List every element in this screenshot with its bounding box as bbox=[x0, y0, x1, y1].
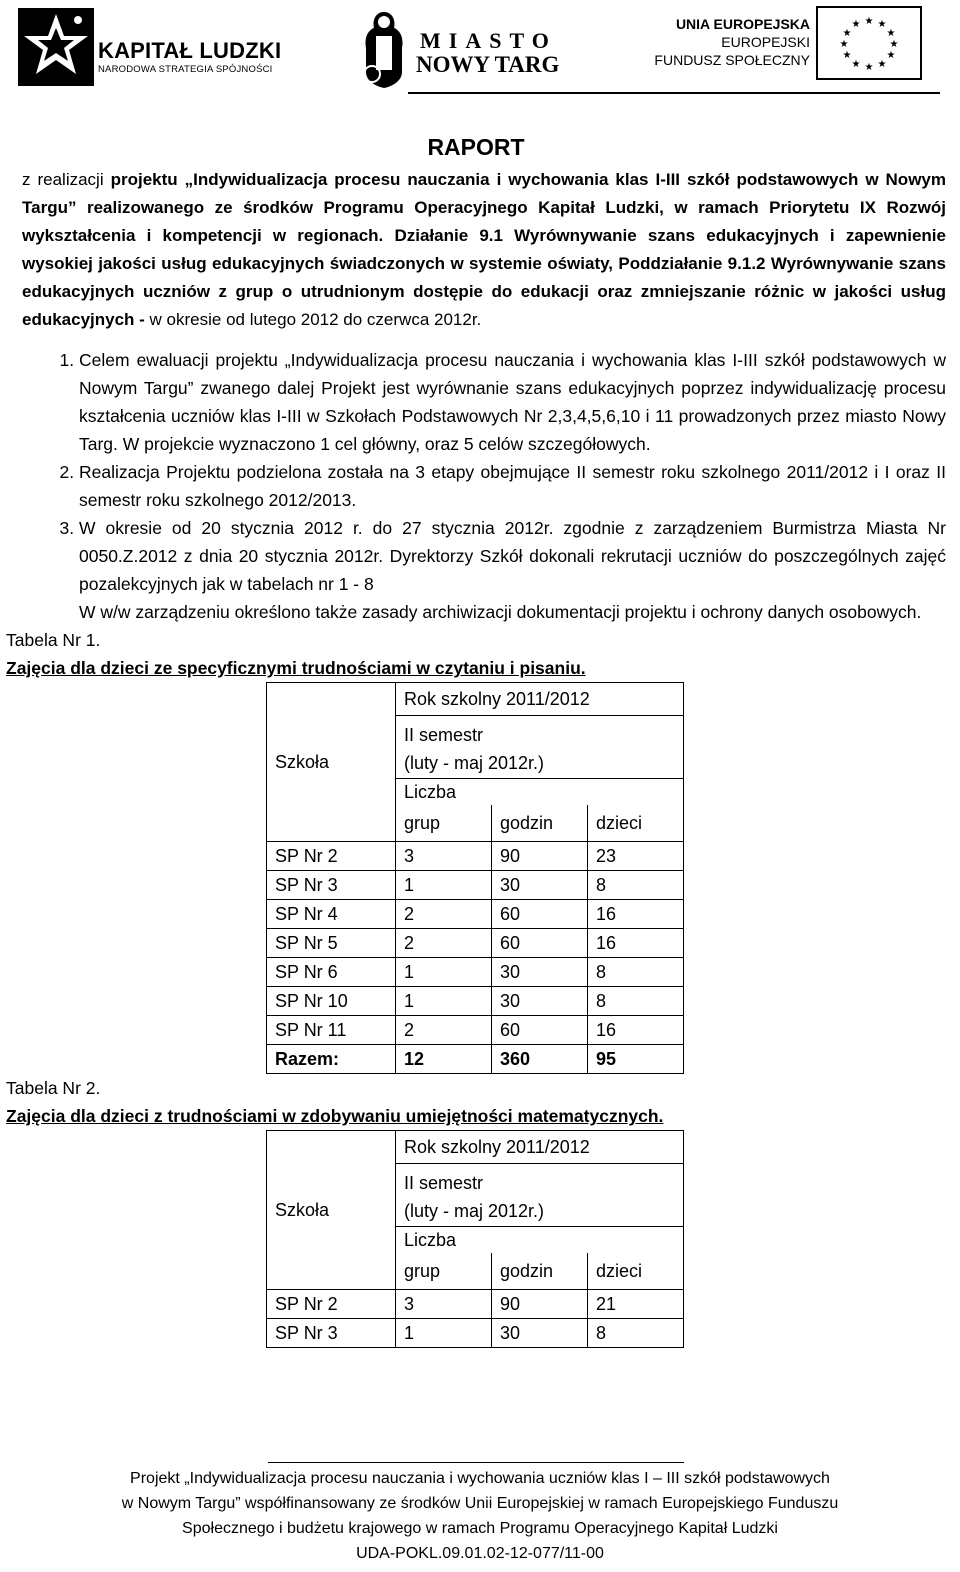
kapital-ludzki-title: KAPITAŁ LUDZKI bbox=[98, 38, 282, 63]
list-item: 2. Realizacja Projektu podzielona została na 3 etapy obejmujące II semestr roku szkolnego 2011/2012 i I oraz II semestr roku szkolnego 2012/2013. bbox=[79, 458, 946, 514]
table1-label: Tabela Nr 1. bbox=[6, 630, 101, 650]
table-header-school: Szkoła bbox=[267, 683, 396, 842]
nowy-targ-label: NOWY TARG bbox=[416, 52, 560, 77]
svg-text:★: ★ bbox=[864, 62, 874, 73]
header-divider bbox=[408, 92, 940, 94]
table2 bbox=[266, 1130, 684, 1348]
page-footer bbox=[0, 1466, 960, 1566]
intro-suffix: w okresie od lutego 2012 do czerwca 2012r. bbox=[144, 310, 482, 329]
footer-line1: Projekt „Indywidualizacja procesu nauczania i wychowania uczniów klas I – III szkół podstawowych bbox=[130, 1470, 830, 1487]
footer-divider bbox=[268, 1462, 684, 1463]
table-row: SP Nr 3 1 30 8 bbox=[267, 871, 684, 900]
table-header-godzin: godzin bbox=[492, 805, 588, 842]
intro-prefix: z realizacji bbox=[22, 170, 111, 189]
kapital-ludzki-logo bbox=[18, 8, 288, 86]
table-header-liczba: Liczba bbox=[396, 1227, 684, 1254]
town-crest-icon bbox=[358, 8, 410, 90]
report-points bbox=[6, 346, 946, 626]
kapital-ludzki-subtitle: NARODOWA STRATEGIA SPÓJNOŚCI bbox=[98, 64, 273, 75]
table-row: SP Nr 6 1 30 8 bbox=[267, 958, 684, 987]
svg-text:★: ★ bbox=[886, 28, 896, 39]
svg-text:★: ★ bbox=[851, 19, 861, 30]
miasto-nowy-targ-logo bbox=[358, 8, 558, 90]
table-header-dzieci: dzieci bbox=[588, 805, 684, 842]
footer-line4: UDA-POKL.09.01.02-12-077/11-00 bbox=[356, 1545, 604, 1562]
table-header-dzieci: dzieci bbox=[588, 1253, 684, 1290]
svg-text:★: ★ bbox=[877, 19, 887, 30]
table2-label: Tabela Nr 2. bbox=[6, 1078, 101, 1098]
svg-text:★: ★ bbox=[889, 39, 899, 50]
ue-line1: UNIA EUROPEJSKA bbox=[675, 16, 810, 32]
table-header-liczba: Liczba bbox=[396, 779, 684, 806]
table-header-grup: grup bbox=[396, 1253, 492, 1290]
table-header-semester: II semestr (luty - maj 2012r.) bbox=[396, 716, 684, 779]
table-row: SP Nr 11 2 60 16 bbox=[267, 1016, 684, 1045]
report-title: RAPORT bbox=[427, 134, 525, 160]
report-intro bbox=[6, 166, 946, 334]
table-header-year: Rok szkolny 2011/2012 bbox=[396, 683, 684, 716]
footer-line2: w Nowym Targu” współfinansowany ze środków Unii Europejskiej w ramach Europejskiego Funduszu bbox=[121, 1495, 839, 1512]
report-content bbox=[6, 132, 946, 1348]
table-row: SP Nr 2 3 90 23 bbox=[267, 842, 684, 871]
table1-caption: Zajęcia dla dzieci ze specyficznymi trudnościami w czytaniu i pisaniu. bbox=[6, 658, 586, 678]
svg-text:★: ★ bbox=[851, 59, 861, 70]
table-row: SP Nr 2 3 90 21 bbox=[267, 1290, 684, 1319]
intro-bold-text: projektu „Indywidualizacja procesu nauczania i wychowania klas I-III szkół podstawowych w Nowym Targu” realizowanego ze środków Programu Operacyjnego Kapitał Ludzki, w ramach Priorytetu IX Rozwój wykształcenia i kompetencji w regionach. Działanie 9.1 Wyrównywanie szans edukacyjnych i zapewnienie wysokiej jakości usług edukacyjnych świadczonych w systemie oświaty, Poddziałanie 9.1.2 Wyrównywanie szans edukacyjnych uczniów z grup o utrudnionym dostępie do edukacji oraz zmniejszanie różnic w jakości usług edukacyjnych - bbox=[22, 170, 946, 329]
page-header bbox=[0, 0, 960, 96]
table-row: SP Nr 5 2 60 16 bbox=[267, 929, 684, 958]
ue-line2: EUROPEJSKI bbox=[721, 34, 810, 50]
table-header-school: Szkoła bbox=[267, 1131, 396, 1290]
ue-line3: FUNDUSZ SPOŁECZNY bbox=[654, 52, 810, 68]
miasto-label: MIASTO bbox=[420, 28, 557, 53]
list-item: 3. W okresie od 20 stycznia 2012 r. do 27 stycznia 2012r. zgodnie z zarządzeniem Burmistrza Miasta Nr 0050.Z.2012 z dnia 20 stycznia 2012r. Dyrektorzy Szkół dokonali rekrutacji uczniów do poszczególnych zajęć pozalekcyjnych jak w tabelach nr 1 - 8 W w/w zarządzeniu określono także zasady archiwizacji dokumentacji projektu i ochrony danych osobowych. bbox=[79, 514, 946, 626]
table-header-godzin: godzin bbox=[492, 1253, 588, 1290]
svg-text:★: ★ bbox=[886, 50, 896, 61]
table-total-row: Razem: 12 360 95 bbox=[267, 1045, 684, 1074]
table-header-semester: II semestr (luty - maj 2012r.) bbox=[396, 1164, 684, 1227]
unia-europejska-logo bbox=[654, 6, 926, 86]
point3-extra: W w/w zarządzeniu określono także zasady archiwizacji dokumentacji projektu i ochrony danych osobowych. bbox=[79, 602, 922, 622]
svg-text:★: ★ bbox=[864, 16, 874, 27]
eu-flag-icon bbox=[816, 6, 922, 80]
footer-line3: Społecznego i budżetu krajowego w ramach Programu Operacyjnego Kapitał Ludzki bbox=[182, 1520, 778, 1537]
table-header-grup: grup bbox=[396, 805, 492, 842]
svg-text:★: ★ bbox=[842, 50, 852, 61]
table-row: SP Nr 4 2 60 16 bbox=[267, 900, 684, 929]
table-row: SP Nr 3 1 30 8 bbox=[267, 1319, 684, 1348]
svg-text:★: ★ bbox=[842, 28, 852, 39]
star-figure-icon bbox=[18, 8, 94, 86]
table-header-year: Rok szkolny 2011/2012 bbox=[396, 1131, 684, 1164]
table-row: SP Nr 10 1 30 8 bbox=[267, 987, 684, 1016]
list-item: 1. Celem ewaluacji projektu „Indywidualizacja procesu nauczania i wychowania klas I-III szkół podstawowych w Nowym Targu” zwanego dalej Projekt jest wyrównanie szans edukacyjnych poprzez indywidualizację procesu kształcenia uczniów klas I-III w Szkołach Podstawowych Nr 2,3,4,5,6,10 i 11 prowadzonych przez miasto Nowy Targ. W projekcie wyznaczono 1 cel główny, oraz 5 celów szczegółowych. bbox=[79, 346, 946, 458]
svg-text:★: ★ bbox=[839, 39, 849, 50]
table2-caption: Zajęcia dla dzieci z trudnościami w zdobywaniu umiejętności matematycznych. bbox=[6, 1106, 664, 1126]
svg-text:★: ★ bbox=[877, 59, 887, 70]
table1 bbox=[266, 682, 684, 1074]
